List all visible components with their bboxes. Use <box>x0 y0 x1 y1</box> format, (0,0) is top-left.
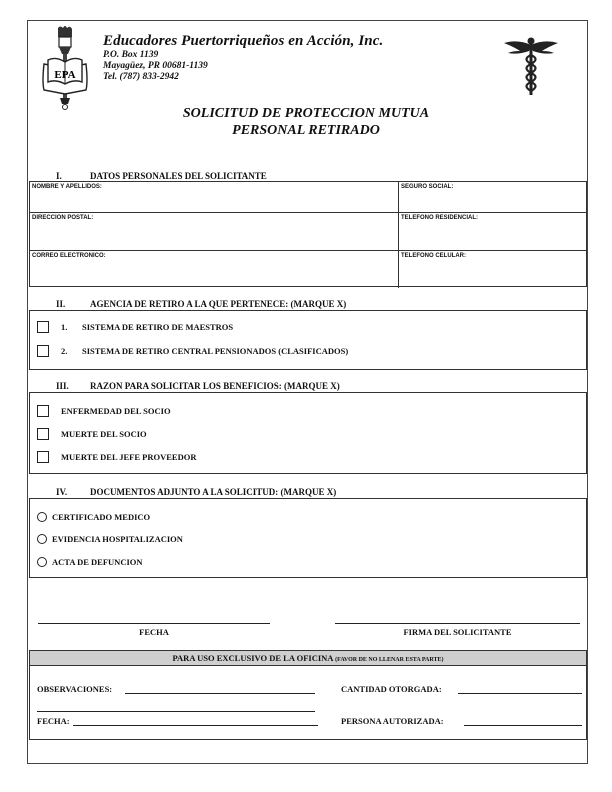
section-number: III. <box>56 381 69 391</box>
reason-option-member-death[interactable]: MUERTE DEL SOCIO <box>37 426 147 442</box>
section-documents-heading <box>56 487 336 497</box>
email-field[interactable]: CORREO ELECTRONICO: <box>32 253 106 259</box>
section-agency-heading <box>56 299 346 309</box>
date-label: FECHA <box>139 627 169 637</box>
section-personal-heading <box>56 171 267 181</box>
office-date-label: FECHA: <box>37 716 70 726</box>
home-phone-field[interactable]: TELEFONO RESIDENCIAL: <box>401 215 479 221</box>
section-title: DOCUMENTOS ADJUNTO A LA SOLICITUD: (MARQUE X) <box>90 487 337 497</box>
agency-option-central[interactable]: 2. SISTEMA DE RETIRO CENTRAL PENSIONADOS (CLASIFICADOS) <box>37 343 348 359</box>
section-number: I. <box>56 171 62 181</box>
personal-data-table <box>29 181 587 287</box>
applicant-signature-label: FIRMA DEL SOLICITANTE <box>403 627 512 637</box>
postal-address-field[interactable]: DIRECCION POSTAL: <box>32 215 94 221</box>
checkbox[interactable] <box>37 428 49 440</box>
org-name: Educadores Puertorriqueños en Acción, Inc. <box>103 33 384 49</box>
observations-line-2[interactable] <box>37 711 315 712</box>
checkbox[interactable] <box>37 345 49 357</box>
agency-option-teachers[interactable]: 1. SISTEMA DE RETIRO DE MAESTROS <box>37 319 233 335</box>
authorized-person-line[interactable] <box>464 725 582 726</box>
office-use-box <box>29 650 587 740</box>
document-option-medical-cert[interactable]: CERTIFICADO MEDICO <box>37 509 150 525</box>
office-date-line[interactable] <box>73 725 318 726</box>
org-po-box: P.O. Box 1139 <box>103 50 159 60</box>
radio-button[interactable] <box>37 557 47 567</box>
radio-button[interactable] <box>37 512 47 522</box>
authorized-person-label: PERSONA AUTORIZADA: <box>341 716 444 726</box>
section-title: DATOS PERSONALES DEL SOLICITANTE <box>90 171 267 181</box>
amount-granted-label: CANTIDAD OTORGADA: <box>341 684 442 694</box>
org-phone: Tel. (787) 833-2942 <box>103 72 179 82</box>
ssn-field[interactable]: SEGURO SOCIAL: <box>401 184 454 190</box>
amount-granted-line[interactable] <box>458 693 582 694</box>
reason-option-provider-death[interactable]: MUERTE DEL JEFE PROVEEDOR <box>37 449 196 465</box>
applicant-signature-line[interactable] <box>335 623 580 624</box>
office-use-title: PARA USO EXCLUSIVO DE LA OFICINA <box>172 653 333 663</box>
epa-logo <box>36 24 96 110</box>
org-block <box>103 33 383 83</box>
section-number: IV. <box>56 487 68 497</box>
section-reason-heading <box>56 381 340 391</box>
radio-button[interactable] <box>37 534 47 544</box>
observations-label: OBSERVACIONES: <box>37 684 113 694</box>
doc-title-line2: PERSONAL RETIRADO <box>232 123 380 138</box>
section-number: II. <box>56 299 66 309</box>
table-row <box>30 182 586 213</box>
checkbox[interactable] <box>37 321 49 333</box>
logo-letters: EPA <box>54 69 76 81</box>
checkbox[interactable] <box>37 405 49 417</box>
office-use-note: (FAVOR DE NO LLENAR ESTA PARTE) <box>335 657 444 663</box>
table-row <box>30 213 586 251</box>
document-option-hospitalization[interactable]: EVIDENCIA HOSPITALIZACION <box>37 531 183 547</box>
reason-option-illness[interactable]: ENFERMEDAD DEL SOCIO <box>37 403 171 419</box>
section-title: RAZON PARA SOLICITAR LOS BENEFICIOS: (MARQUE X) <box>90 381 340 391</box>
doc-title-line1: SOLICITUD DE PROTECCION MUTUA <box>182 106 430 121</box>
cell-phone-field[interactable]: TELEFONO CELULAR: <box>401 253 466 259</box>
observations-line[interactable] <box>125 693 315 694</box>
section-title: AGENCIA DE RETIRO A LA QUE PERTENECE: (MARQUE X) <box>90 299 347 309</box>
org-city: Mayagüez, PR 00681-1139 <box>103 61 208 71</box>
checkbox[interactable] <box>37 451 49 463</box>
caduceus-icon <box>502 35 560 97</box>
name-field[interactable]: NOMBRE Y APELLIDOS: <box>32 184 102 190</box>
table-row <box>30 251 586 288</box>
document-option-death-cert[interactable]: ACTA DE DEFUNCION <box>37 554 143 570</box>
date-signature-line[interactable] <box>38 623 270 624</box>
office-use-header <box>30 651 586 666</box>
